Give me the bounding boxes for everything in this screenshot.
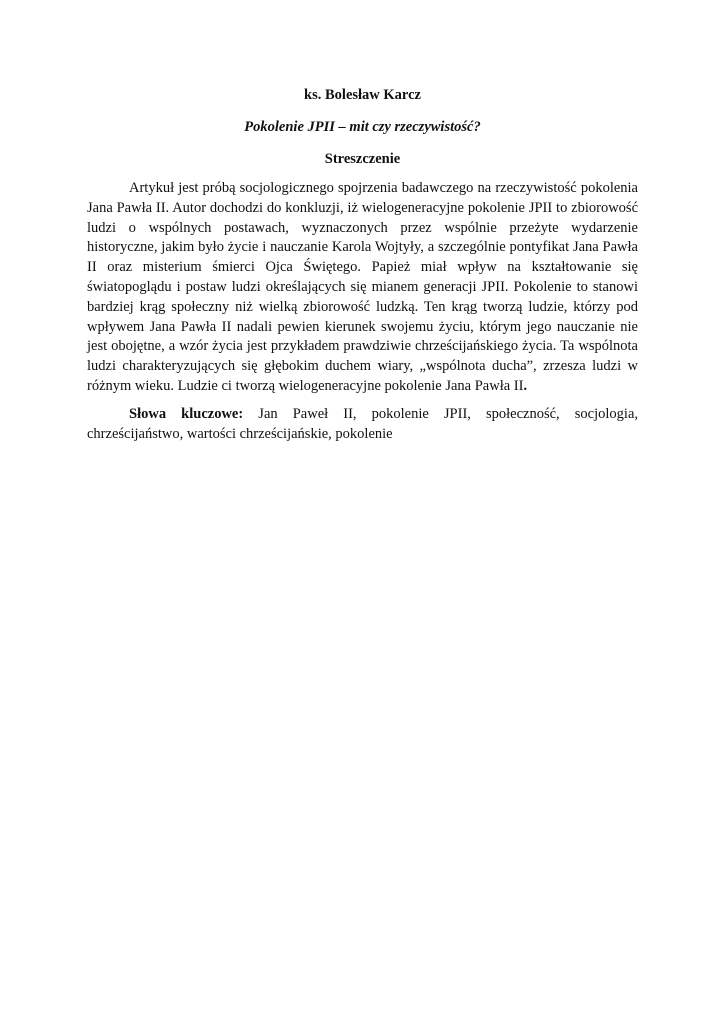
abstract-final-period: . [523, 377, 528, 394]
author-name: ks. Bolesław Karcz [304, 87, 421, 103]
article-title: Pokolenie JPII – mit czy rzeczywistość? [244, 119, 481, 135]
abstract-text: Artykuł jest próbą socjologicznego spojrzenia badawczego na rzeczywistość pokolenia Jana Pawła II. Autor dochodzi do konkluzji, iż wielogeneracyjne pokolenie JPII to zbiorowość ludzi o wspólnych postawach, wyznaczonych przez wspólnie przeżyte wydarzenie historyczne, jakim było życie i nauczanie Karola Wojtyły, a szczególnie pontyfikat Jana Pawła II oraz misterium śmierci Ojca Świętego. Papież miał wpływ na kształtowanie się światopoglądu i postaw ludzi określających się mianem generacji JPII. Pokolenie to stanowi bardziej krąg społeczny niż wielką zbiorowość ludzką. Ten krąg tworzą ludzie, którzy pod wpływem Jana Pawła II nadali pewien kierunek swojemu życiu, którym jego nauczanie nie jest obojętne, a wzór życia jest przykładem prawdziwie chrześcijańskiego życia. Ta wspólnota ludzi charakteryzujących się głębokim duchem wiary, „wspólnota ducha”, zrzesza ludzi w różnym wieku. Ludzie ci tworzą wielogeneracyjne pokolenie Jana Pawła II [87, 180, 638, 394]
page-content [87, 85, 638, 444]
keywords-label: Słowa kluczowe: [129, 405, 244, 422]
abstract-paragraph [87, 179, 638, 397]
keywords-list: Jan Paweł II, pokolenie JPII, społeczność, socjologia, chrześcijaństwo, wartości chrześcijańskie, pokolenie [87, 405, 639, 442]
keywords-paragraph [87, 405, 638, 445]
abstract-heading: Streszczenie [324, 151, 401, 167]
